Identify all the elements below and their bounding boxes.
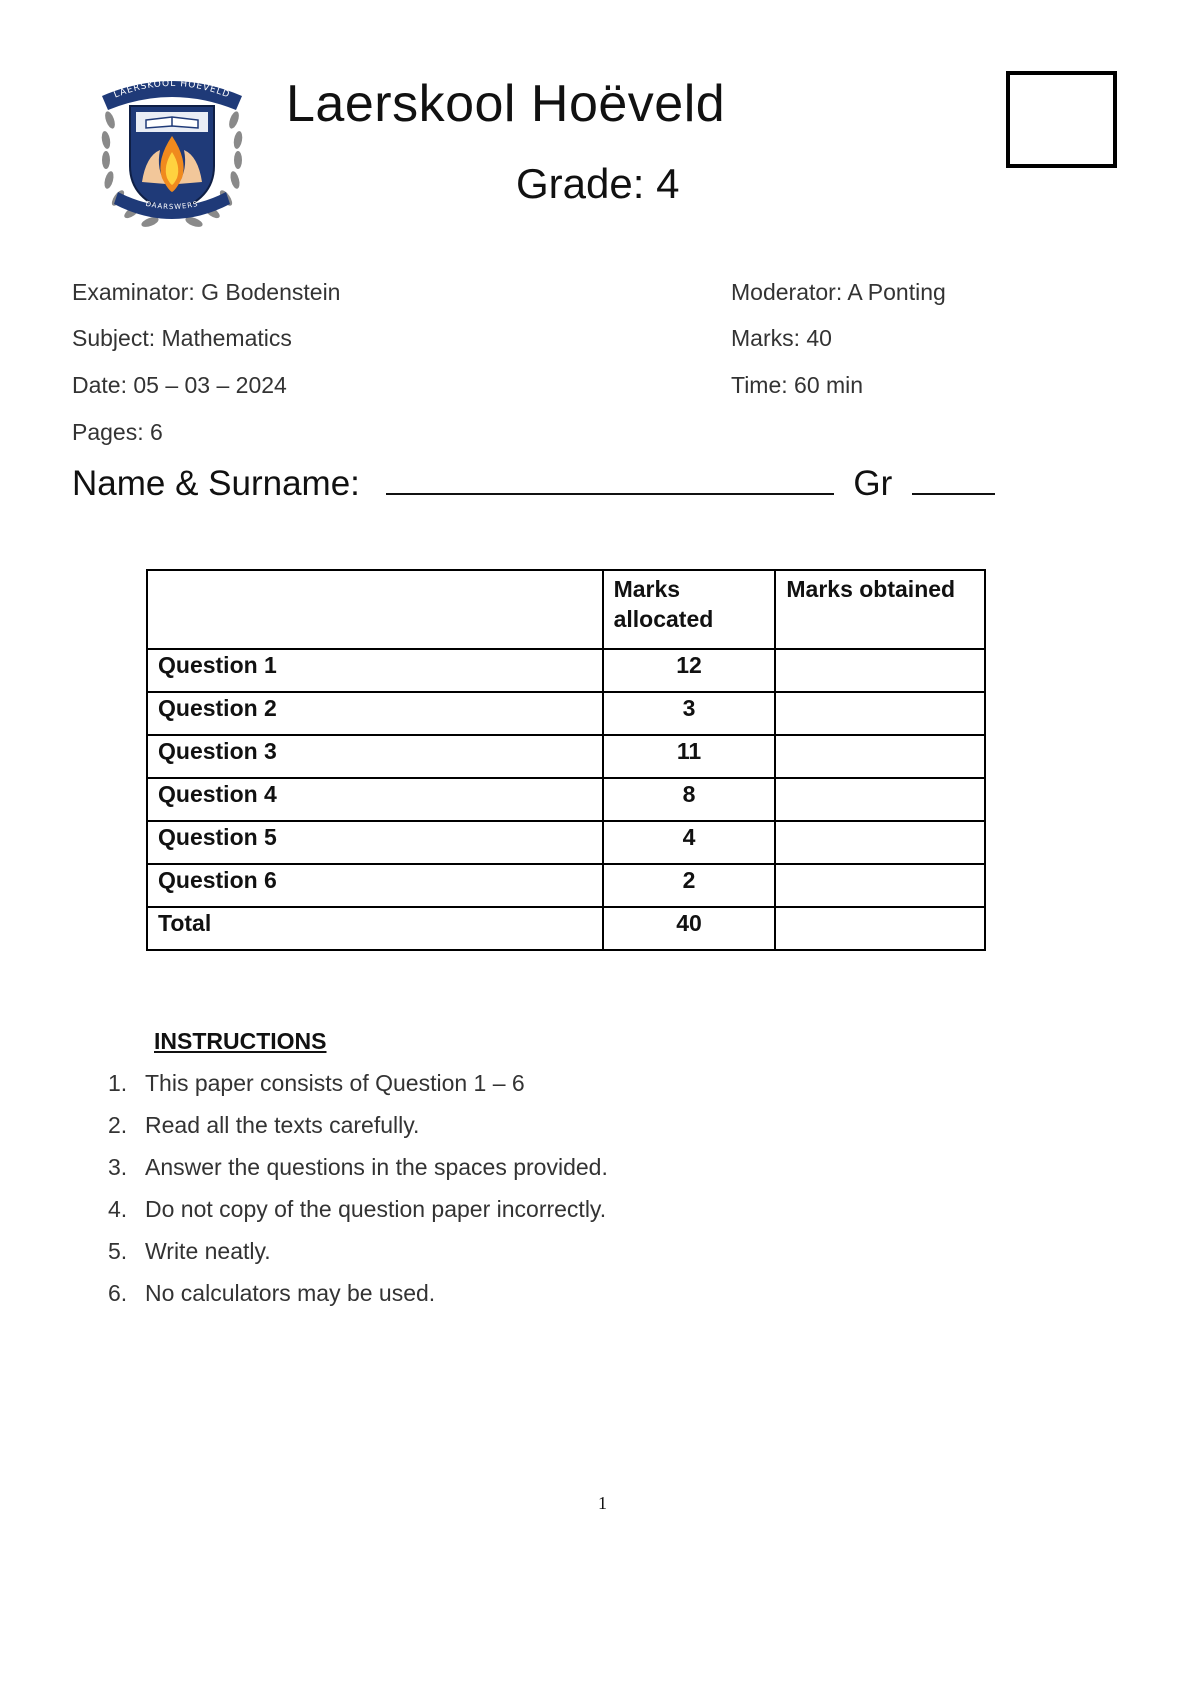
pages-field: Pages: 6 [72, 419, 163, 445]
examinator-field: Examinator: G Bodenstein [72, 279, 341, 305]
marks-obtained-cell[interactable] [775, 821, 985, 864]
table-header-blank [147, 570, 603, 649]
grade-heading: Grade: 4 [516, 160, 680, 207]
name-surname-blank[interactable] [386, 463, 834, 495]
row-label: Question 1 [147, 649, 603, 692]
table-header-marks-allocated: Marks allocated [603, 570, 776, 649]
marks-allocated-cell: 12 [603, 649, 776, 692]
table-row [147, 735, 985, 778]
marks-obtained-cell[interactable] [775, 907, 985, 950]
page-number: 1 [598, 1493, 607, 1513]
row-label: Question 5 [147, 821, 603, 864]
marks-allocated-cell: 11 [603, 735, 776, 778]
marks-allocated-cell: 40 [603, 907, 776, 950]
marks-allocated-cell: 4 [603, 821, 776, 864]
list-item-index: 5. [108, 1238, 128, 1264]
list-item [108, 1112, 608, 1154]
table-row [147, 692, 985, 735]
row-label: Question 4 [147, 778, 603, 821]
date-field: Date: 05 – 03 – 2024 [72, 372, 287, 398]
list-item-text: Write neatly. [145, 1238, 271, 1264]
marks-allocated-cell: 3 [603, 692, 776, 735]
marks-obtained-cell[interactable] [775, 692, 985, 735]
instructions-list [108, 1070, 608, 1322]
list-item [108, 1238, 608, 1280]
time-field: Time: 60 min [731, 372, 864, 398]
subject-field: Subject: Mathematics [72, 325, 292, 351]
list-item-index: 1. [108, 1070, 128, 1096]
marks-obtained-cell[interactable] [775, 778, 985, 821]
name-surname-line [72, 463, 995, 504]
list-item [108, 1196, 608, 1238]
grade-class-blank[interactable] [912, 463, 995, 495]
list-item [108, 1280, 608, 1322]
list-item-index: 6. [108, 1280, 128, 1306]
list-item-index: 2. [108, 1112, 128, 1138]
instructions-title: INSTRUCTIONS [154, 1028, 327, 1054]
list-item-text: No calculators may be used. [145, 1280, 436, 1306]
table-row [147, 864, 985, 907]
table-row [147, 821, 985, 864]
marks-obtained-cell[interactable] [775, 735, 985, 778]
table-row [147, 778, 985, 821]
marks-field: Marks: 40 [731, 325, 832, 351]
name-surname-label: Name & Surname: [72, 464, 360, 503]
marks-table-header-row [147, 570, 985, 649]
list-item [108, 1070, 608, 1112]
row-label: Total [147, 907, 603, 950]
crest-motto-text: DAARSWERS [144, 199, 200, 212]
row-label: Question 3 [147, 735, 603, 778]
grade-class-label: Gr [853, 464, 893, 503]
list-item-index: 4. [108, 1196, 128, 1222]
school-name: Laerskool Hoëveld [286, 75, 726, 133]
table-header-marks-obtained: Marks obtained [775, 570, 985, 649]
table-row-total [147, 907, 985, 950]
school-crest-logo [96, 70, 248, 238]
list-item-text: Do not copy of the question paper incorrectly. [145, 1196, 607, 1222]
list-item-index: 3. [108, 1154, 128, 1180]
marks-obtained-cell[interactable] [775, 649, 985, 692]
list-item-text: Read all the texts carefully. [145, 1112, 420, 1138]
table-row [147, 649, 985, 692]
marks-table [146, 569, 986, 951]
row-label: Question 6 [147, 864, 603, 907]
moderator-field: Moderator: A Ponting [731, 279, 946, 305]
marks-allocated-cell: 8 [603, 778, 776, 821]
marks-obtained-cell[interactable] [775, 864, 985, 907]
marks-allocated-cell: 2 [603, 864, 776, 907]
row-label: Question 2 [147, 692, 603, 735]
list-item [108, 1154, 608, 1196]
list-item-text: Answer the questions in the spaces provided. [145, 1154, 608, 1180]
list-item-text: This paper consists of Question 1 – 6 [145, 1070, 525, 1096]
mark-box [1006, 71, 1117, 168]
crest-banner-text: LAERSKOOL HOËVELD [112, 78, 232, 101]
